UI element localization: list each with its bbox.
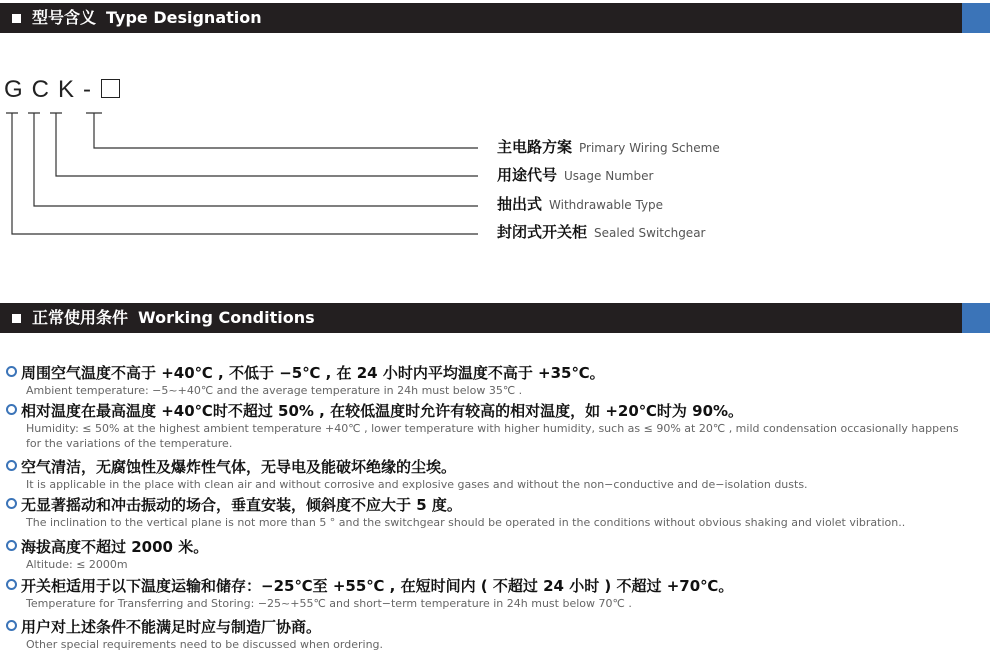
bullet-icon (6, 540, 17, 551)
condition-item: 海拔高度不超过 2000 米。 Altitude: ≤ 2000m (6, 537, 981, 572)
bullet-icon (6, 498, 17, 509)
bullet-icon (6, 460, 17, 471)
label-usage-number: 用途代号 Usage Number (497, 166, 654, 184)
section-title-cn: 正常使用条件 (32, 308, 129, 327)
header-accent (962, 3, 990, 33)
condition-item: 相对温度在最高温度 +40℃时不超过 50% , 在较低温度时允许有较高的相对温度，如 +20℃时为 90%。 Humidity: ≤ 50% at the highest ambient temperature +40℃ , lower temperature with higher humidity, such as ≤ 90% at 20℃ , mild condensation occasionally happens for the variations of the temperature. (6, 401, 981, 451)
bracket-g (6, 113, 478, 234)
bullet-icon (6, 404, 17, 415)
condition-item: 用户对上述条件不能满足时应与制造厂协商。 Other special requirements need to be discussed when ordering. (6, 617, 981, 652)
bullet-icon (6, 579, 17, 590)
header-square-icon (12, 314, 21, 323)
header-square-icon (12, 14, 21, 23)
condition-item: 周围空气温度不高于 +40℃ , 不低于 −5℃ , 在 24 小时内平均温度不高于 +35℃。 Ambient temperature: −5~+40℃ and the average temperature in 24h must below 35℃ . (6, 363, 981, 398)
bracket-k (50, 113, 478, 176)
bullet-icon (6, 366, 17, 377)
section-title-en: Working Conditions (138, 308, 315, 327)
type-code-text: GCK- (4, 76, 100, 103)
working-conditions-header (0, 303, 994, 333)
section-title-en: Type Designation (106, 8, 262, 27)
section-title-cn: 型号含义 (32, 8, 97, 27)
label-sealed-switchgear: 封闭式开关柜 Sealed Switchgear (497, 223, 706, 241)
designation-diagram (0, 100, 500, 240)
label-primary-wiring: 主电路方案 Primary Wiring Scheme (497, 138, 720, 156)
section-title (32, 8, 262, 28)
header-accent (962, 303, 990, 333)
condition-item: 开关柜适用于以下温度运输和储存：−25℃至 +55℃ , 在短时间内 ( 不超过 24 小时 ) 不超过 +70℃。 Temperature for Transferring and Storing: −25~+55℃ and short−term temperature in 24h must below 70℃ . (6, 576, 981, 611)
label-withdrawable: 抽出式 Withdrawable Type (497, 195, 664, 213)
bracket-box (86, 113, 478, 148)
placeholder-box (101, 79, 120, 98)
section-title (32, 308, 315, 328)
type-designation-header (0, 3, 994, 33)
bullet-icon (6, 620, 17, 631)
condition-item: 无显著摇动和冲击振动的场合，垂直安装，倾斜度不应大于 5 度。 The inclination to the vertical plane is not more than 5 ° and the switchgear should be operated in the conditions without obvious shaking and violet vibration.. (6, 495, 981, 530)
bracket-c (28, 113, 478, 206)
condition-item: 空气清洁，无腐蚀性及爆炸性气体，无导电及能破坏绝缘的尘埃。 It is applicable in the place with clean air and without corrosive and explosive gases and without the non−conductive and de−isolation dusts. (6, 457, 981, 492)
